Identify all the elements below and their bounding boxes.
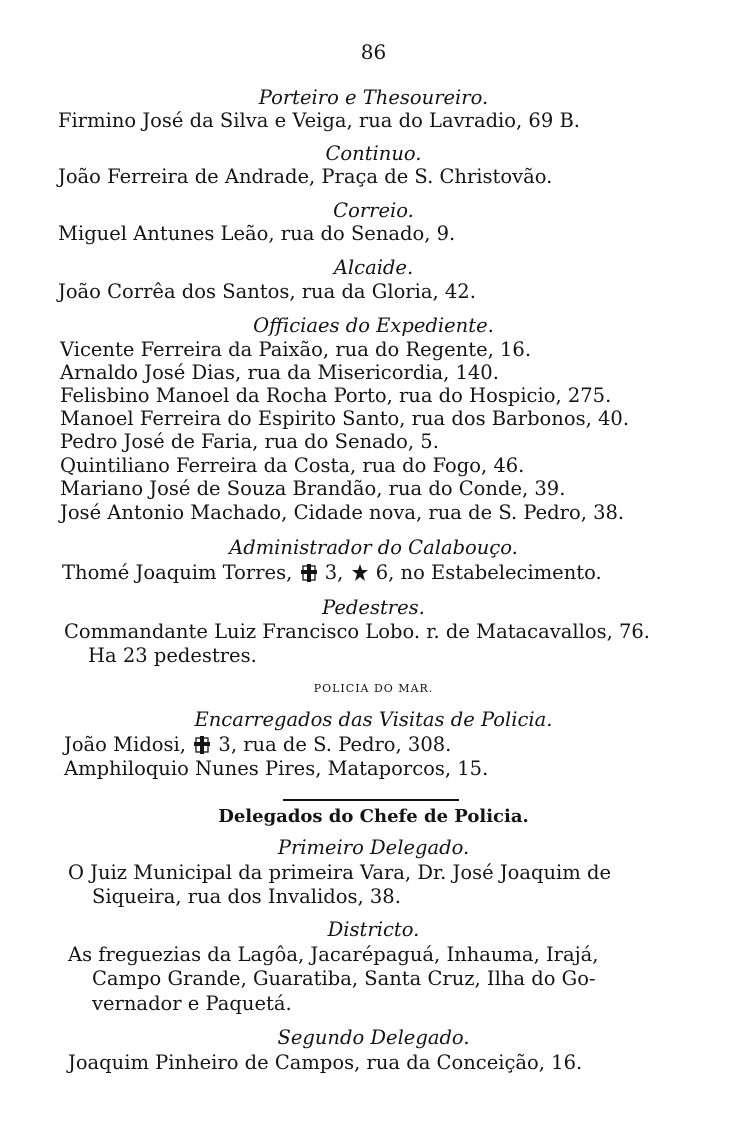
entry-alcaide: João Corrêa dos Santos, rua da Gloria, 42. — [58, 280, 476, 303]
entry-primeiro-2: Siqueira, rua dos Invalidos, 38. — [92, 885, 401, 908]
entry-encarregados-1: João Midosi, 3, rua de S. Pedro, 308. — [64, 733, 452, 756]
heading-segundo-delegado: Segundo Delegado. — [277, 1026, 470, 1049]
list-item: Felisbino Manoel da Rocha Porto, rua do Hospicio, 275. — [60, 384, 612, 407]
entry-porteiro: Firmino José da Silva e Veiga, rua do Lavradio, 69 B. — [58, 109, 580, 132]
heading-encarregados: Encarregados das Visitas de Policia. — [194, 708, 553, 731]
heading-officiaes: Officiaes do Expediente. — [253, 314, 494, 337]
heading-correio: Correio. — [333, 199, 414, 222]
order-cross-icon — [300, 563, 318, 583]
list-item: José Antonio Machado, Cidade nova, rua de S. Pedro, 38. — [60, 501, 625, 524]
entry-correio: Miguel Antunes Leão, rua do Senado, 9. — [58, 222, 456, 245]
entry-pedestres-commandante: Commandante Luiz Francisco Lobo. r. de Matacavallos, 76. — [64, 620, 650, 643]
entry-administrador: Thomé Joaquim Torres, 3, 6, no Estabelecimento. — [62, 561, 602, 584]
list-item: Quintiliano Ferreira da Costa, rua do Fogo, 46. — [60, 454, 525, 477]
section-divider — [283, 799, 459, 801]
heading-primeiro-delegado: Primeiro Delegado. — [277, 836, 470, 859]
entry-segundo: Joaquim Pinheiro de Campos, rua da Conceição, 16. — [68, 1051, 583, 1074]
heading-continuo: Continuo. — [325, 142, 422, 165]
order-cross-icon — [193, 735, 211, 755]
entry-districto-3: vernador e Paquetá. — [92, 992, 292, 1015]
list-item: Vicente Ferreira da Paixão, rua do Regente, 16. — [60, 338, 532, 361]
page-number: 86 — [360, 40, 387, 64]
heading-administrador: Administrador do Calabouço. — [229, 536, 518, 559]
entry-primeiro-1: O Juiz Municipal da primeira Vara, Dr. José Joaquim de — [68, 861, 612, 884]
heading-districto: Districto. — [327, 918, 420, 941]
list-item: Manoel Ferreira do Espirito Santo, rua dos Barbonos, 40. — [60, 407, 630, 430]
entry-districto-1: As freguezias da Lagôa, Jacarépaguá, Inhauma, Irajá, — [68, 943, 599, 966]
list-item: Mariano José de Souza Brandão, rua do Conde, 39. — [60, 477, 566, 500]
list-item: Arnaldo José Dias, rua da Misericordia, 140. — [60, 361, 499, 384]
entry-encarregados-2: Amphiloquio Nunes Pires, Mataporcos, 15. — [64, 757, 489, 780]
entry-districto-2: Campo Grande, Guaratiba, Santa Cruz, Ilha do Go- — [92, 967, 596, 990]
entry-pedestres-count: Ha 23 pedestres. — [88, 644, 257, 667]
heading-policia-mar: POLICIA DO MAR. — [313, 682, 434, 695]
heading-alcaide: Alcaide. — [333, 256, 414, 279]
list-item: Pedro José de Faria, rua do Senado, 5. — [60, 430, 439, 453]
heading-porteiro: Porteiro e Thesoureiro. — [258, 86, 489, 109]
order-star-icon — [351, 563, 369, 583]
heading-delegados: Delegados do Chefe de Policia. — [218, 806, 529, 827]
entry-continuo: João Ferreira de Andrade, Praça de S. Christovão. — [58, 165, 553, 188]
heading-pedestres: Pedestres. — [322, 596, 425, 619]
